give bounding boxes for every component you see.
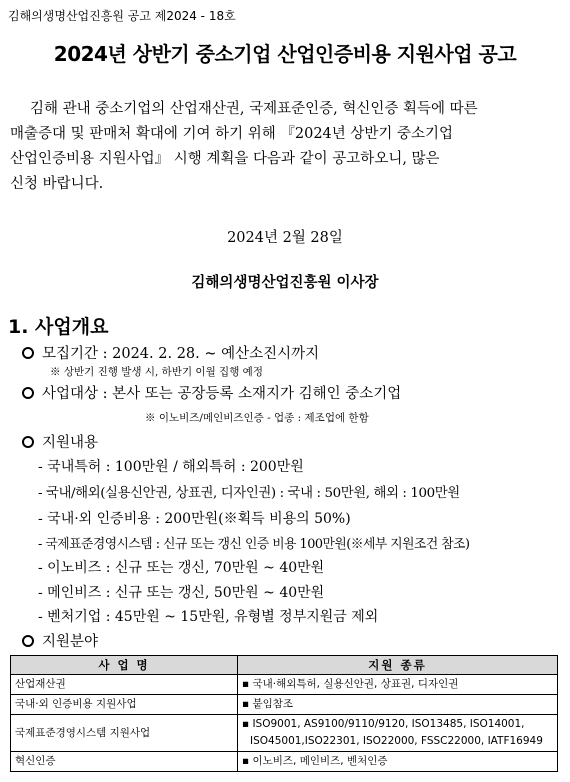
table-cell: 국제표준경영시스템 지원사업 — [11, 715, 238, 752]
support-item: - 국내특허 : 100만원 / 해외특허 : 200만원 — [38, 459, 304, 475]
support-details — [22, 431, 98, 452]
support-item: - 벤처기업 : 45만원 ~ 15만원, 유형별 정부지원금 제외 — [38, 609, 379, 625]
support-item: - 이노비즈 : 신규 또는 갱신, 70만원 ~ 40만원 — [38, 560, 325, 576]
recruit-period-note: ※ 상반기 진행 발생 시, 하반기 이월 집행 예정 — [50, 366, 263, 378]
table-row — [11, 752, 558, 772]
table-cell: ▪ 국내·해외특허, 실용신안권, 상표권, 디자인권 — [238, 675, 558, 695]
circle-bullet-icon — [22, 436, 34, 448]
announcement-date: 2024년 2월 28일 — [227, 230, 343, 246]
table-row — [11, 695, 558, 715]
intro-line: 매출증대 및 판매처 확대에 기여 하기 위해 『2024년 상반기 중소기업 — [10, 126, 454, 142]
notice-number: 김해의생명산업진흥원 공고 제2024 - 18호 — [8, 9, 236, 23]
table-row — [11, 675, 558, 695]
table-header: 지원 종류 — [238, 656, 558, 675]
page-title: 2024년 상반기 중소기업 산업인증비용 지원사업 공고 — [53, 42, 517, 66]
eligibility-note: ※ 이노비즈/메인비즈인증 - 업종 : 제조업에 한함 — [145, 412, 369, 424]
table-row — [11, 715, 558, 752]
support-details-text: 지원내용 — [42, 435, 99, 451]
support-item: - 국내/해외(실용신안권, 상표권, 디자인권) : 국내 : 50만원, 해외 : 100만원 — [38, 486, 460, 501]
table-cell: 국내·외 인증비용 지원사업 — [11, 695, 238, 715]
table-header-row — [11, 656, 558, 675]
table-cell-line: ISO45001,ISO22301, ISO22000, FSSC22000, IATF16949 — [250, 735, 543, 747]
eligibility-text: 사업대상 : 본사 또는 공장등록 소재지가 김해인 중소기업 — [42, 386, 402, 402]
table-cell: 혁신인증 — [11, 752, 238, 772]
circle-bullet-icon — [22, 635, 34, 647]
support-field — [22, 630, 98, 651]
support-item: - 국내·외 인증비용 : 200만원(※획득 비용의 50%) — [38, 511, 351, 527]
circle-bullet-icon — [22, 387, 34, 399]
recruit-period-text: 모집기간 : 2024. 2. 28. ~ 예산소진시까지 — [42, 346, 320, 362]
table-cell-line: ▪ ISO9001, AS9100/9110/9120, ISO13485, ISO14001, — [242, 718, 525, 730]
support-field-text: 지원분야 — [42, 634, 99, 650]
table-cell: 산업재산권 — [11, 675, 238, 695]
support-field-table — [10, 655, 558, 772]
table-cell — [238, 715, 558, 752]
section-heading: 1. 사업개요 — [8, 316, 109, 338]
intro-line: 신청 바랍니다. — [10, 176, 104, 192]
table-header: 사 업 명 — [11, 656, 238, 675]
intro-paragraph — [10, 97, 550, 197]
recruit-period — [22, 342, 319, 363]
table-cell: ▪ 붙임참조 — [238, 695, 558, 715]
intro-line: 산업인증비용 지원사업』 시행 계획을 다음과 같이 공고하오니, 많은 — [10, 151, 440, 167]
support-item: - 메인비즈 : 신규 또는 갱신, 50만원 ~ 40만원 — [38, 585, 325, 601]
eligibility — [22, 382, 401, 403]
circle-bullet-icon — [22, 347, 34, 359]
intro-line: 김해 관내 중소기업의 산업재산권, 국제표준인증, 혁신인증 획득에 따른 — [30, 101, 478, 117]
issuer-name: 김해의생명산업진흥원 이사장 — [191, 274, 379, 291]
support-item: - 국제표준경영시스템 : 신규 또는 갱신 인증 비용 100만원(※세부 지원조건 참조) — [38, 537, 470, 552]
table-cell: ▪ 이노비즈, 메인비즈, 벤처인증 — [238, 752, 558, 772]
